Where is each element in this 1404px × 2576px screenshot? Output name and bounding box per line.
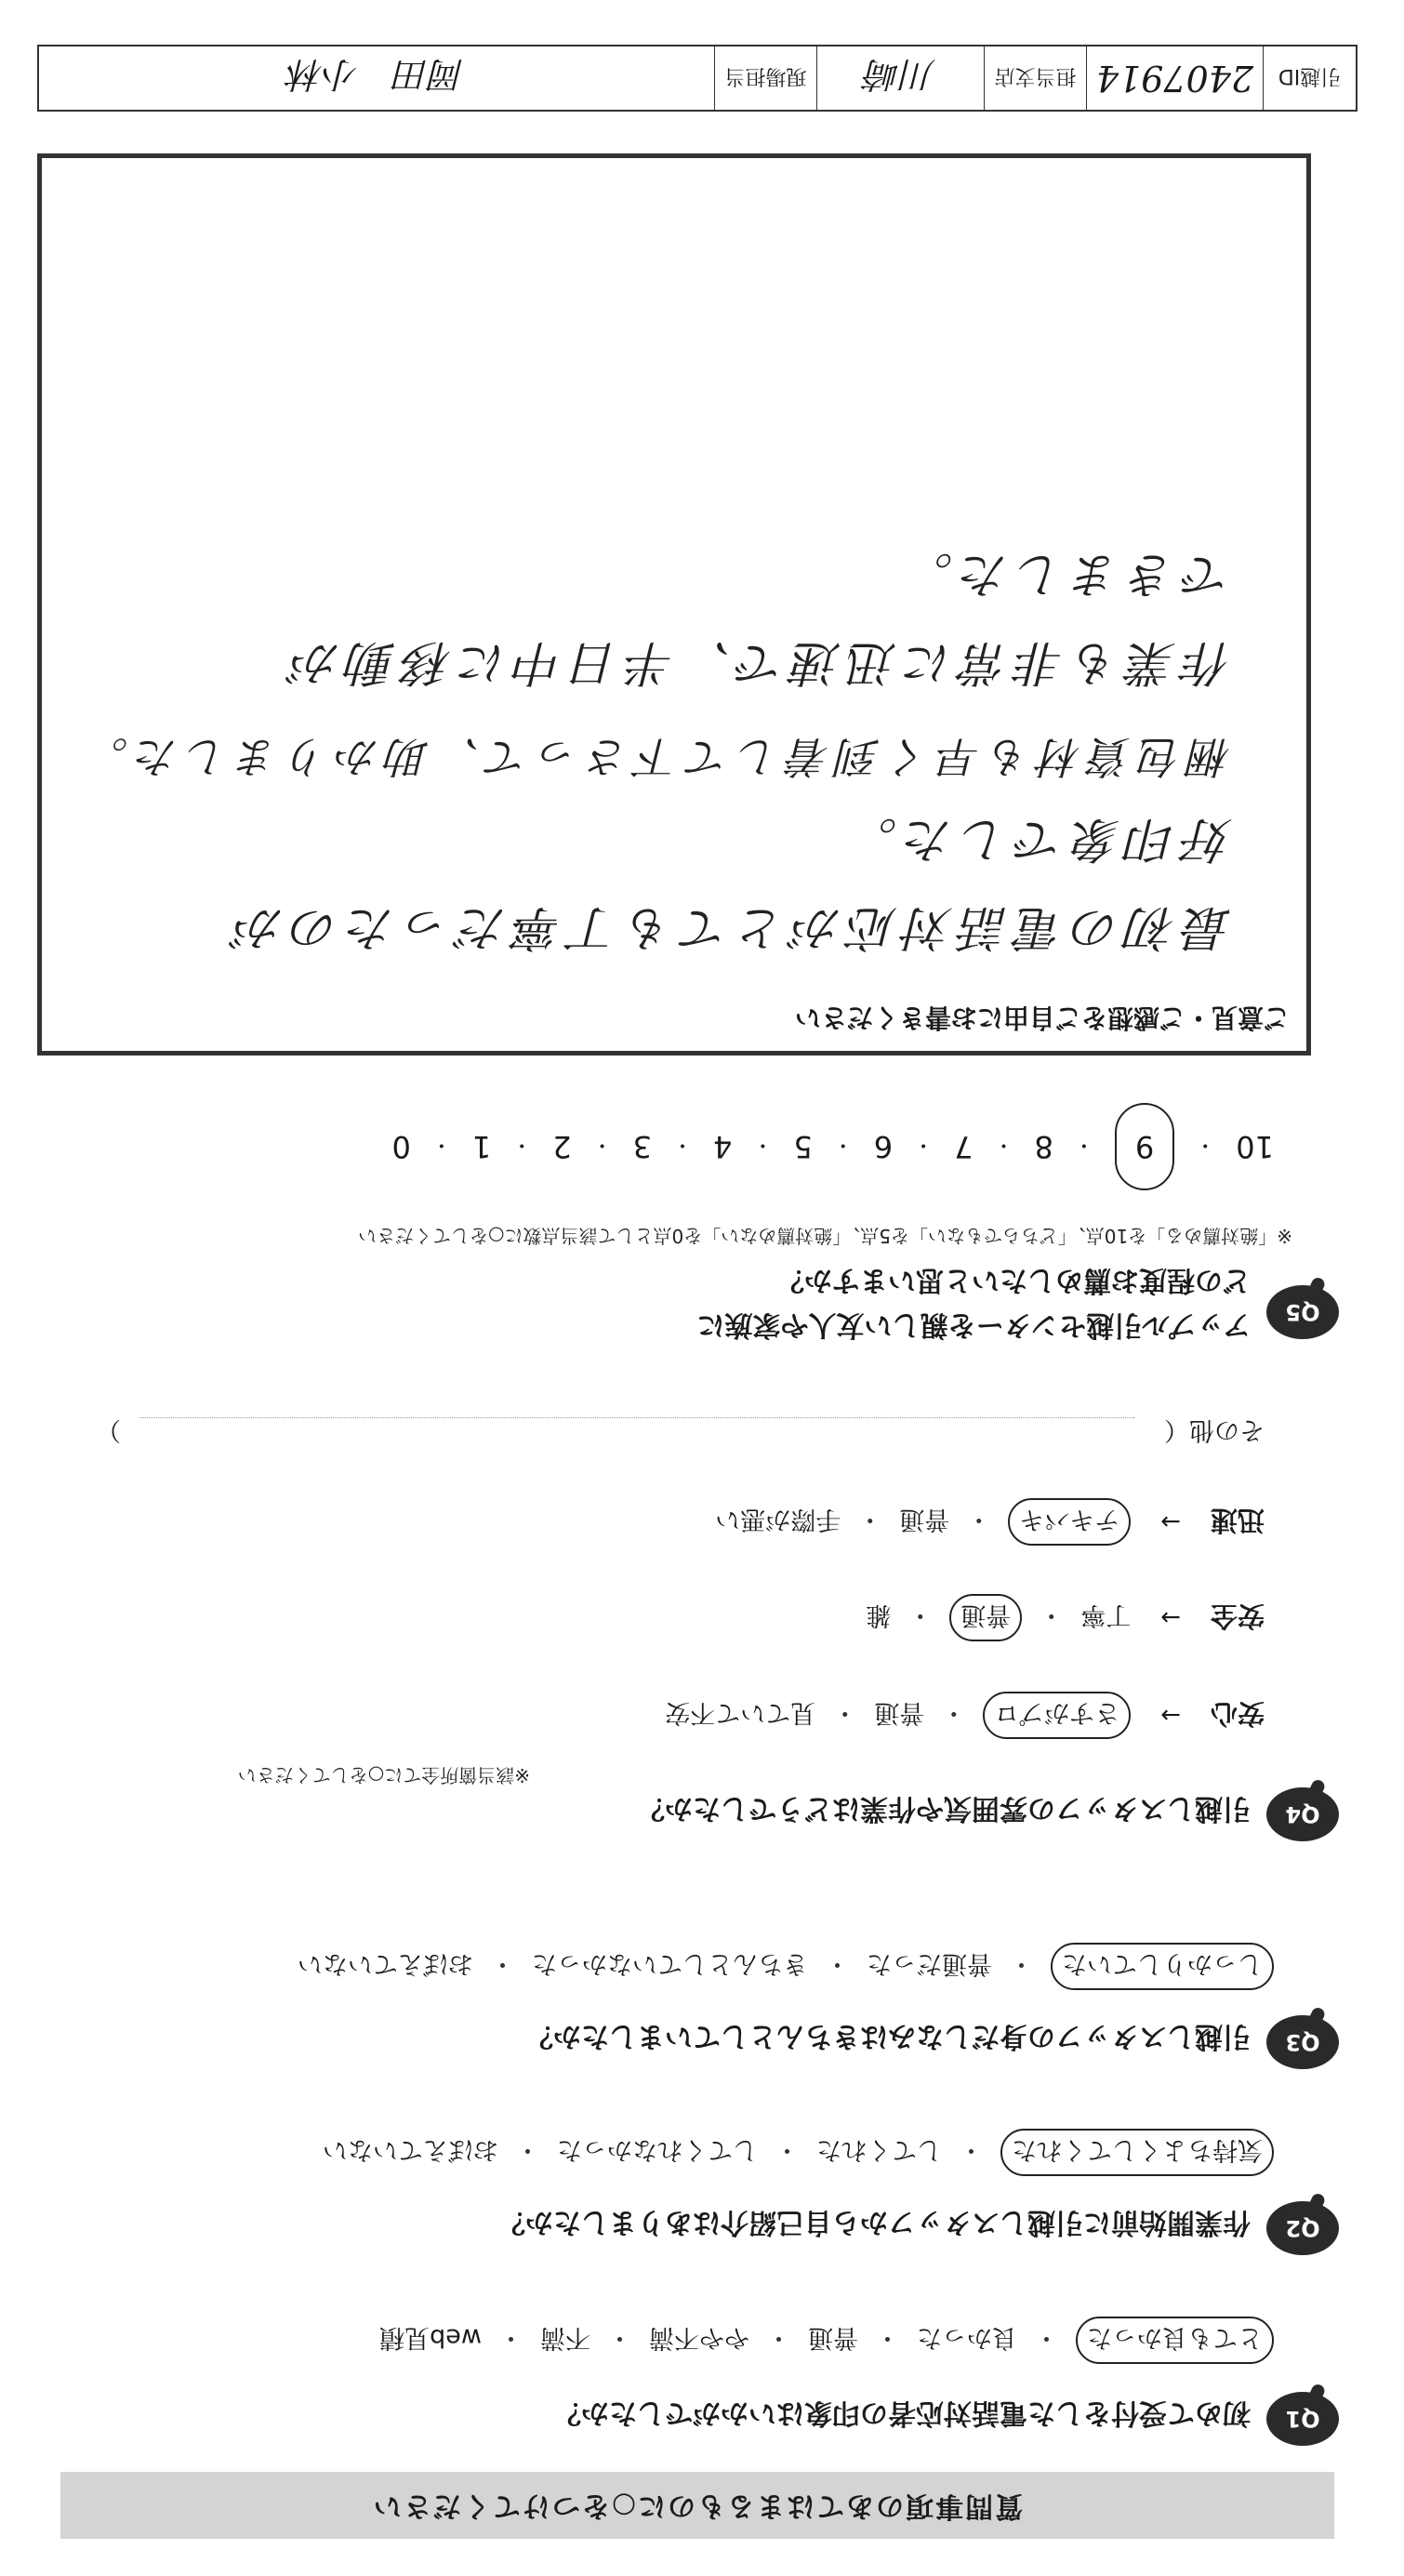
q3-option-1[interactable]: しっかりしていた: [1051, 1943, 1274, 1990]
score-4[interactable]: 4: [713, 1129, 733, 1164]
q2-question: 作業開始前に引越しスタッフから自己紹介はありましたか？: [497, 2206, 1251, 2238]
score-1[interactable]: 1: [471, 1129, 492, 1164]
q5-scale: 10 ・ 9 ・ 8 ・ 7 ・ 6 ・ 5 ・ 4 ・ 3 ・ 2 ・ 1 ・ 0: [392, 1103, 1274, 1190]
info-table: [37, 45, 1358, 112]
q2-option-1[interactable]: 気持ちよくしてくれた: [1000, 2129, 1274, 2176]
score-7[interactable]: 7: [954, 1129, 974, 1164]
q2-badge: Q2: [1266, 2201, 1339, 2255]
score-6[interactable]: 6: [873, 1129, 894, 1164]
q4-option[interactable]: 見ていて不安: [665, 1698, 816, 1727]
comment-title: ご意見・ご感想をご自由にお書きください: [794, 1003, 1290, 1033]
score-9[interactable]: 9: [1115, 1103, 1174, 1190]
q1-badge: Q1: [1266, 2392, 1339, 2446]
score-3[interactable]: 3: [632, 1129, 653, 1164]
instruction-text: 質問事項のあてはまるものに○をつけてください: [371, 2490, 1024, 2522]
comment-box[interactable]: [37, 153, 1311, 1056]
q1-options: とても良かった ・ 良かった ・ 普通 ・ やや不満 ・ 不満 ・ web見積: [379, 2317, 1274, 2364]
q4-row-anshin: 安心 → さすがプロ ・ 普通 ・ 見ていて不安: [665, 1692, 1265, 1739]
q1-option-5[interactable]: 不満: [540, 2323, 590, 2352]
staff-label: 現場担当: [714, 46, 816, 110]
staff-value: 岡田 小林: [288, 54, 466, 96]
q2-option-3[interactable]: してくれなかった: [557, 2135, 758, 2164]
score-10[interactable]: 10: [1236, 1129, 1274, 1164]
q4-row-label: 迅速: [1210, 1505, 1265, 1536]
q4-option[interactable]: 手際が悪い: [715, 1505, 841, 1534]
q4-note: ※該当箇所全てに○をしてください: [237, 1764, 530, 1786]
q4-row-label: 安心: [1210, 1698, 1265, 1730]
q1-question: 初めて受付をした電話対応者の印象はいかがでしたか？: [553, 2397, 1251, 2429]
q4-other-label: その他（: [1164, 1415, 1265, 1444]
q3-option-4[interactable]: おぼえていない: [298, 1949, 473, 1978]
q4-question: 引越しスタッフの雰囲気や作業はどうでしたか？: [637, 1792, 1251, 1825]
instruction-banner: [60, 2472, 1334, 2539]
q4-option[interactable]: 普通: [874, 1698, 925, 1727]
q4-other-field[interactable]: [139, 1417, 1134, 1418]
q1-option-4[interactable]: やや不満: [649, 2323, 749, 2352]
score-8[interactable]: 8: [1034, 1129, 1053, 1164]
comment-line-4: 作業も非常に迅速で、半日中に移動が: [285, 634, 1232, 690]
q5-question-line1: アップル引越センターを親しい友人や家族に: [696, 1308, 1251, 1341]
q5-question-line2: どの程度お薦めしたいと思いますか？: [776, 1264, 1251, 1296]
q3-option-2[interactable]: 普通だった: [867, 1949, 992, 1978]
branch-value: 川崎: [816, 46, 984, 110]
q2-option-4[interactable]: おぼえていない: [323, 2135, 498, 2164]
q3-question: 引越しスタッフの身だしなみはきちんとしていましたか？: [525, 2020, 1251, 2052]
q4-option[interactable]: 普通: [899, 1505, 950, 1534]
q3-options: しっかりしていた ・ 普通だった ・ きちんとしていなかった ・ おぼえていない: [298, 1943, 1274, 1990]
q1-option-3[interactable]: 普通: [808, 2323, 858, 2352]
q4-row-label: 安全: [1210, 1600, 1265, 1632]
q5-badge: Q5: [1266, 1285, 1339, 1339]
comment-line-5: できました。: [896, 546, 1232, 602]
q1-option-6[interactable]: web見積: [379, 2323, 482, 2352]
q4-row-anzen: 安全 → 丁寧 ・ 普通 ・ 雑: [866, 1594, 1265, 1641]
q4-option[interactable]: テキパキ: [1008, 1498, 1131, 1546]
score-0[interactable]: 0: [391, 1129, 411, 1164]
q4-option[interactable]: 普通: [949, 1594, 1022, 1641]
id-label: 引越ID: [1263, 46, 1356, 110]
comment-line-1: 最初の電話対応がとても丁寧だったのが: [227, 899, 1232, 955]
arrow-right-icon: →: [1160, 1507, 1181, 1536]
comment-line-2: 好印象でした。: [841, 811, 1232, 867]
arrow-right-icon: →: [1160, 1701, 1181, 1730]
q4-badge: Q4: [1266, 1787, 1339, 1841]
q2-options: 気持ちよくしてくれた ・ してくれた ・ してくれなかった ・ おぼえていない: [323, 2129, 1274, 2176]
q3-option-3[interactable]: きちんとしていなかった: [532, 1949, 808, 1978]
q4-row-jinsoku: 迅速 → テキパキ ・ 普通 ・ 手際が悪い: [715, 1498, 1265, 1546]
comment-line-3: 梱包資材も早く到着して下さって、助かりました。: [77, 732, 1232, 782]
score-2[interactable]: 2: [552, 1129, 572, 1164]
branch-label: 担当支店: [984, 46, 1086, 110]
q1-option-2[interactable]: 良かった: [917, 2323, 1017, 2352]
q4-option[interactable]: 丁寧: [1080, 1600, 1132, 1629]
q2-option-2[interactable]: してくれた: [816, 2135, 942, 2164]
id-value: 2407914: [1086, 46, 1263, 110]
q3-badge: Q3: [1266, 2015, 1339, 2069]
q4-option[interactable]: さすがプロ: [983, 1692, 1131, 1739]
arrow-right-icon: →: [1160, 1603, 1181, 1632]
score-5[interactable]: 5: [793, 1129, 813, 1164]
q5-note: ※「絶対薦める」を10点、「どちらでもない」を5点、「絶対薦めない」を0点として該当点数に○をしてください: [358, 1225, 1292, 1247]
q4-option[interactable]: 雑: [866, 1600, 892, 1629]
q4-other-close: ）: [96, 1415, 121, 1444]
q1-option-1[interactable]: とても良かった: [1076, 2317, 1274, 2364]
